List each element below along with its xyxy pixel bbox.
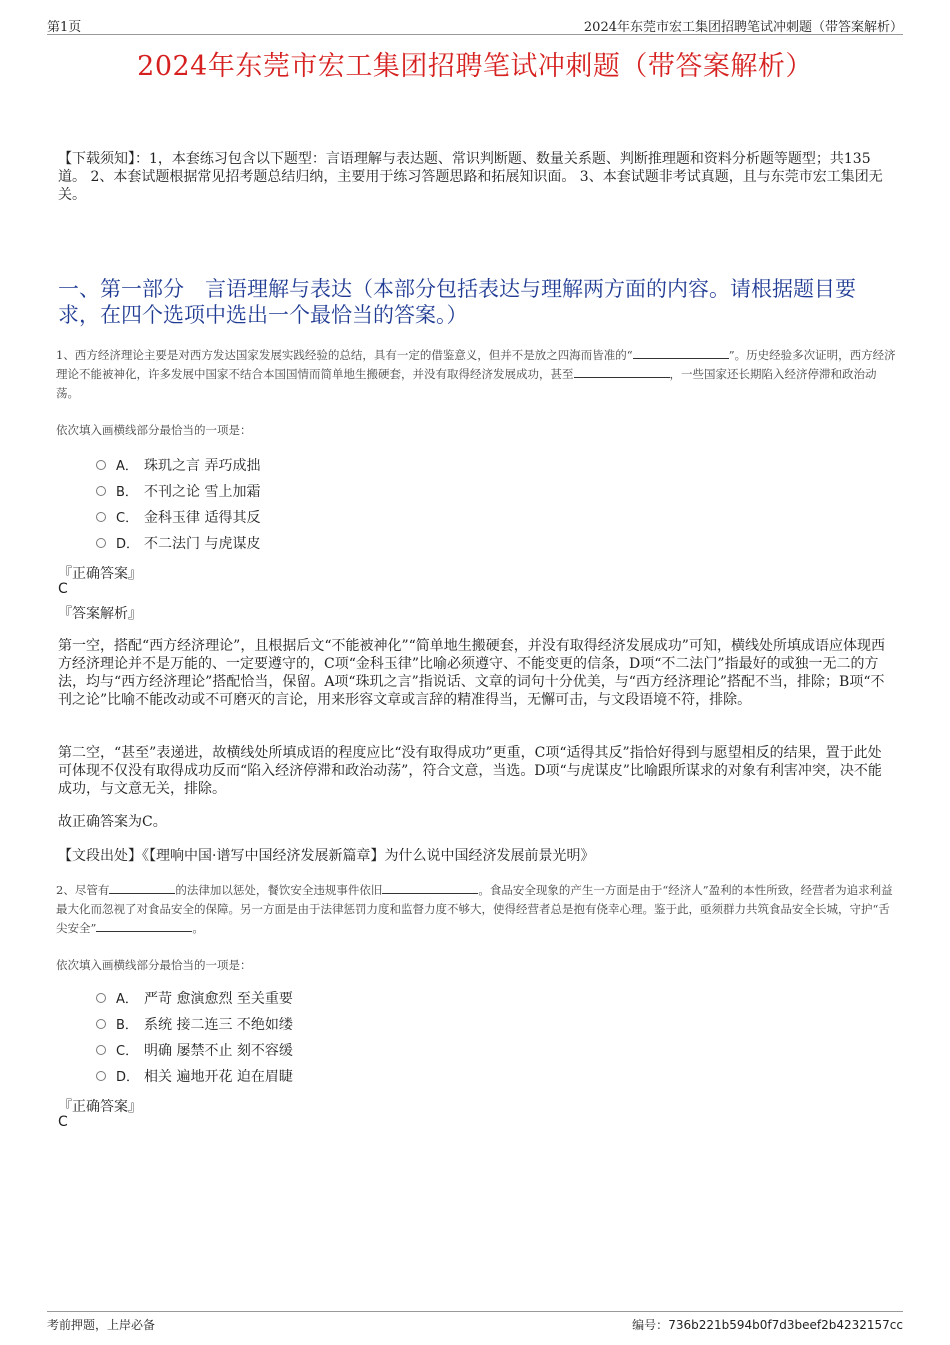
analysis-paragraph-1: 第一空，搭配“西方经济理论”，且根据后文“不能被神化”“简单地生搬硬套，并没有取得经济发展成功”可知，横线处所填成语应体现西方经济理论并不是万能的、一定要遵守的，C项“金科玉律”比喻必须遵守、不能变更的信条，D项“不二法门”指最好的或独一无二的方法，均与“西方经济理论”搭配恰当，保留。A项“珠玑之言”指说话、文章的词句十分优美，与“西方经济理论”搭配不当，排除；B项“不刊之论”比喻不能改动或不可磨灭的言论，用来形容文章或言辞的精准得当，无懈可击，与文段语境不符，排除。 xyxy=(58,638,885,708)
question-1-stem: 1、西方经济理论主要是对西方发达国家发展实践经验的总结，具有一定的借鉴意义，但并不是放之四海而皆准的“ ”。历史经验多次证明，西方经济理论不能被神化，许多发展中国家不结合本国国情而简单地生搬硬套，并没有取得经济发展成功，甚至 ，一些国家还长期陷入经济停滞和政治动荡。 xyxy=(56,348,896,400)
radio-icon[interactable] xyxy=(96,1071,106,1081)
blank-line xyxy=(633,346,729,359)
answer-label: 『正确答案』 xyxy=(58,1099,142,1115)
question-1-option-a[interactable]: A． 珠玑之言 弄巧成拙 xyxy=(96,457,260,475)
question-2-prompt: 依次填入画横线部分最恰当的一项是： xyxy=(56,958,252,972)
question-2-option-b[interactable]: B． 系统 接二连三 不绝如缕 xyxy=(96,1016,293,1034)
answer-label: 『正确答案』 xyxy=(58,566,142,582)
analysis-paragraph-2: 第二空，“甚至”表递进，故横线处所填成语的程度应比“没有取得成功”更重，C项“适得其反”指恰好得到与愿望相反的结果，置于此处可体现不仅没有取得成功反而“陷入经济停滞和政治动荡”，符合文意，当选。D项“与虎谋皮”比喻跟所谋求的对象有利害冲突，决不能成功，与文意无关，排除。 xyxy=(58,745,882,797)
analysis-conclusion: 故正确答案为C。 xyxy=(58,814,167,830)
page-footer xyxy=(47,1311,903,1333)
question-2-stem: 2、尽管有 的法律加以惩处，餐饮安全违规事件依旧 。食品安全现象的产生一方面是由于“经济人”盈利的本性所致，经营者为追求利益最大化而忽视了对食品安全的保障。另一方面是由于法律惩罚力度和监督力度不够大，使得经营者总是抱有侥幸心理。鉴于此，亟须群力共筑食品安全长城，守护“舌尖安全” 。 xyxy=(56,883,893,935)
question-1-prompt: 依次填入画横线部分最恰当的一项是： xyxy=(56,423,252,437)
page-number: 第1页 xyxy=(47,20,82,35)
answer-value: C xyxy=(58,581,68,597)
source-citation: 【文段出处】《【理响中国·谱写中国经济发展新篇章】为什么说中国经济发展前景光明》 xyxy=(58,848,595,864)
radio-icon[interactable] xyxy=(96,993,106,1003)
analysis-label: 『答案解析』 xyxy=(58,606,142,622)
radio-icon[interactable] xyxy=(96,538,106,548)
question-1-option-d[interactable]: D． 不二法门 与虎谋皮 xyxy=(96,535,260,553)
question-1-option-b[interactable]: B． 不刊之论 雪上加霜 xyxy=(96,483,260,501)
blank-line xyxy=(109,881,175,894)
radio-icon[interactable] xyxy=(96,512,106,522)
section-heading: 一、第一部分 言语理解与表达（本部分包括表达与理解两方面的内容。请根据题目要求，在四个选项中选出一个最恰当的答案。） xyxy=(58,277,856,327)
footer-slogan: 考前押题，上岸必备 xyxy=(47,1318,156,1332)
header-doc-title: 2024年东莞市宏工集团招聘笔试冲刺题（带答案解析） xyxy=(583,20,903,35)
question-1-option-c[interactable]: C． 金科玉律 适得其反 xyxy=(96,509,260,527)
blank-line xyxy=(382,881,478,894)
answer-value: C xyxy=(58,1114,68,1130)
radio-icon[interactable] xyxy=(96,486,106,496)
document-code: 编号：736b221b594b0f7d3beef2b4232157cc xyxy=(632,1318,903,1332)
question-2-option-d[interactable]: D． 相关 遍地开花 迫在眉睫 xyxy=(96,1068,293,1086)
question-2-option-a[interactable]: A． 严苛 愈演愈烈 至关重要 xyxy=(96,990,293,1008)
document-title: 2024年东莞市宏工集团招聘笔试冲刺题（带答案解析） xyxy=(137,51,813,82)
radio-icon[interactable] xyxy=(96,460,106,470)
blank-line xyxy=(574,365,670,378)
page-header xyxy=(47,14,903,35)
download-notice: 【下载须知】：1，本套练习包含以下题型：言语理解与表达题、常识判断题、数量关系题、判断推理题和资料分析题等题型；共135道。 2、本套试题根据常见招考题总结归纳，主要用于练习答题思路和拓展知识面。 3、本套试题非考试真题，且与东莞市宏工集团无关。 xyxy=(58,151,883,203)
radio-icon[interactable] xyxy=(96,1019,106,1029)
blank-line xyxy=(96,919,192,932)
radio-icon[interactable] xyxy=(96,1045,106,1055)
question-2-option-c[interactable]: C． 明确 屡禁不止 刻不容缓 xyxy=(96,1042,293,1060)
